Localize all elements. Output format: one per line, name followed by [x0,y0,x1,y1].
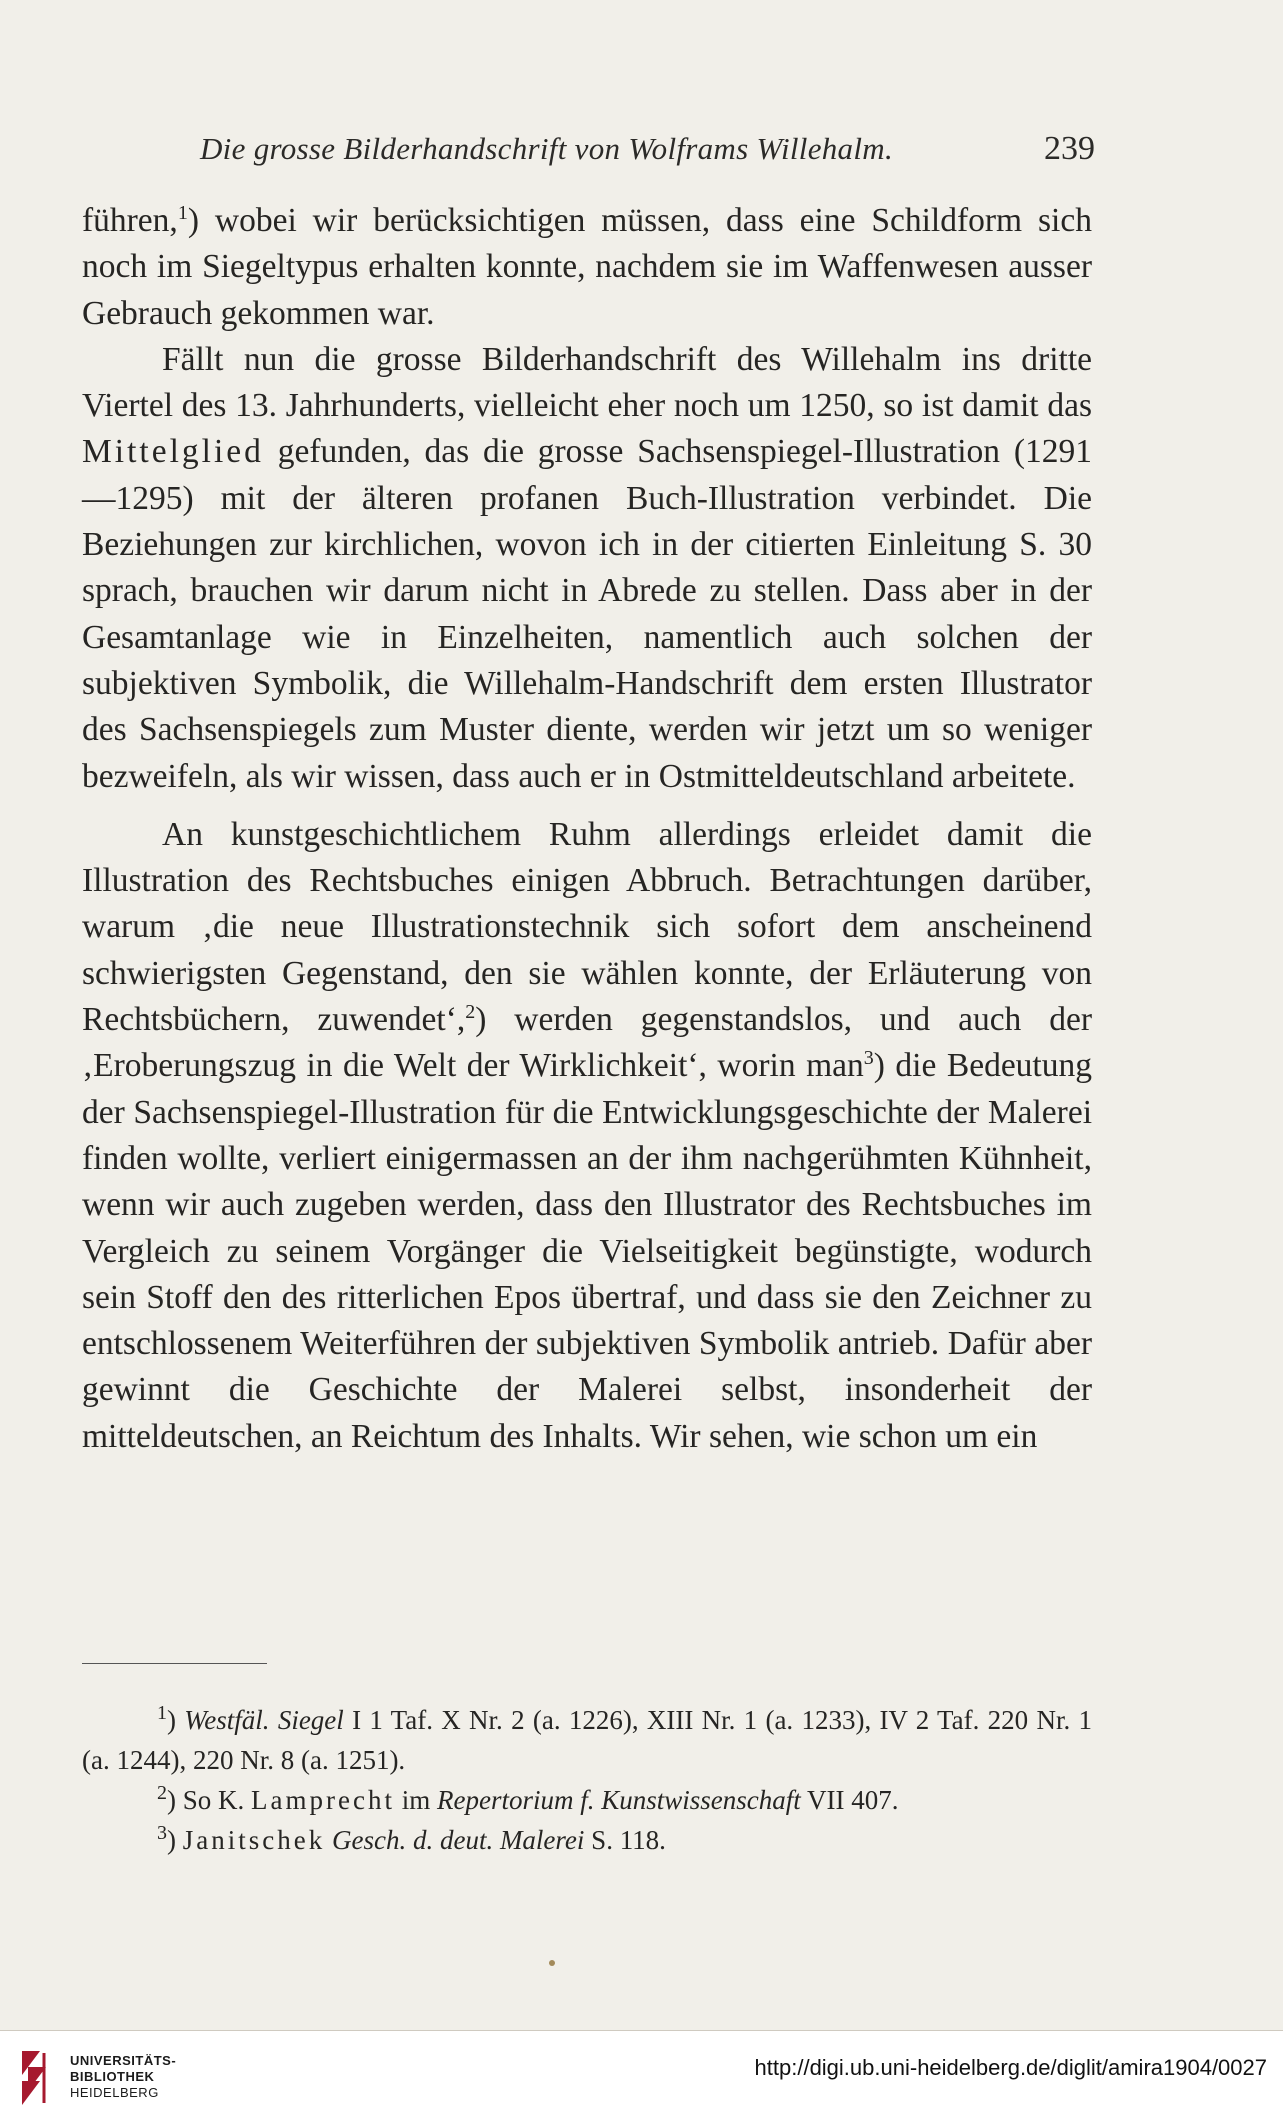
footnote-3-mid [325,1825,332,1855]
permalink-url[interactable]: http://digi.ub.uni-heidelberg.de/diglit/amira1904/0027 [754,2055,1267,2080]
footnote-3-title: Gesch. d. deut. Malerei [331,1825,585,1855]
footnote-2-author: Lamprecht [251,1785,395,1815]
page-number: 239 [1044,130,1095,167]
paragraph-1-text-b: ) wobei wir berücksichtigen müssen, dass eine Schildform sich noch im Siegeltypus erhalten konnte, nachdem sie im Waffenwesen ausser Gebrauch gekommen war. [82,202,1092,332]
footnote-1-title: Westfäl. Siegel [184,1705,344,1735]
library-line-1: UNIVERSITÄTS- [70,2053,177,2068]
footnote-2-mark: 2 [157,1782,167,1804]
library-name[interactable] [70,2053,176,2101]
body-text [82,198,1092,1460]
printer-mark [549,1960,555,1966]
ub-heidelberg-logo-icon[interactable] [14,2045,54,2109]
library-line-2: BIBLIOTHEK [70,2069,155,2084]
footnote-3-post: S. 118. [584,1825,666,1855]
viewer-footer [0,2030,1283,2123]
footnotes [82,1700,1092,1860]
paragraph-3-text-a: An kunstgeschichtlichem Ruhm allerdings erleidet damit die Illustration des Rechtsbuches einigen Abbruch. Betrachtungen darüber, warum ‚die neue Illustrationstechnik sich sofort dem anscheinend schwierigsten Gegenstand, den sie wählen konnte, der Erläuterung von Rechtsbüchern, zuwendet‘, [82,815,1092,1039]
footnote-1-text: I 1 Taf. X Nr. 2 (a. 1226), XIII Nr. 1 (a. 1233), IV 2 Taf. 220 Nr. 1 (a. 1244), 220 Nr. 8 (a. 1251). [82,1705,1092,1775]
footnote-3-author: Janitschek [182,1825,326,1855]
paragraph-2-text-b: gefunden, das die grosse Sachsenspiegel-Illustration (1291—1295) mit der älteren profanen Buch-Illustration verbindet. Die Beziehungen zur kirchlichen, wovon ich in der citierten Einleitung S. 30 sprach, brauchen wir darum nicht in Abrede zu stellen. Dass aber in der Gesamtanlage wie in Einzelheiten, namentlich auch solchen der subjektiven Symbolik, die Willehalm-Handschrift dem ersten Illustrator des Sachsenspiegels zum Muster diente, werden wir jetzt um so weniger bezweifeln, als wir wissen, dass auch er in Ostmitteldeutschland arbeitete. [82,433,1092,795]
footnote-1-mark: 1 [157,1702,167,1724]
footnote-2-pre: So K. [182,1785,252,1815]
footnote-ref-1[interactable]: 1 [177,201,188,224]
running-title: Die grosse Bilderhandschrift von Wolframs Willehalm. [200,131,893,166]
footnote-2-mid: im [394,1785,437,1815]
emphasis-spaced: Mittelglied [82,433,264,471]
paragraph-3-text-c: ) die Bedeutung der Sachsenspiegel-Illustration für die Entwicklungsgeschichte der Malerei finden wollte, verliert einigermassen an der ihm nachgerühmten Kühnheit, wenn wir auch zugeben werden, dass den Illustrator des Rechtsbuches im Vergleich zu seinem Vorgänger die Vielseitigkeit begünstigte, wodurch sein Stoff den des ritterlichen Epos übertraf, und dass sie den Zeichner zu entschlossenem Weiterführen der subjektiven Symbolik antrieb. Dafür aber gewinnt die Geschichte der Malerei selbst, insonderheit der mitteldeutschen, an Reichtum des Inhalts. Wir sehen, wie schon um ein [82,1047,1092,1455]
paragraph-2-text-a: Fällt nun die grosse Bilderhandschrift des Willehalm ins dritte Viertel des 13. Jahrhunderts, vielleicht eher noch um 1250, so ist damit das [82,340,1092,425]
footnote-2: $^2$) So K. Lamprecht im Repertorium f. Kunstwissenschaft VII 407. [157,1782,899,1815]
paragraph-2 [82,337,1092,800]
footnote-ref-3[interactable]: 3 [863,1047,874,1070]
paragraph-1 [82,198,1092,337]
paragraph-3 [82,812,1092,1460]
footnote-2-post: VII 407. [800,1785,899,1815]
library-line-3: HEIDELBERG [70,2085,159,2100]
footnote-3-mark: 3 [157,1822,167,1844]
paragraph-3-text-b: ) werden gegenstandslos, und auch der ‚Eroberungszug in die Welt der Wirklichkeit‘, worin man [82,1001,1092,1085]
footnote-rule [82,1663,267,1664]
footnote-ref-2[interactable]: 2 [465,1000,476,1023]
footnote-2-title: Repertorium f. Kunstwissenschaft [436,1785,801,1815]
footnote-3: $^3$) Janitschek Gesch. d. deut. Malerei S. 118. [157,1822,666,1855]
footnote-1: $^1$) Westfäl. Siegel I 1 Taf. X Nr. 2 (a. 1226), XIII Nr. 1 (a. 1233), IV 2 Taf. 220 Nr. 1 (a. 1244), 220 Nr. 8 (a. 1251). [82,1702,1092,1775]
paragraph-1-text-a: führen, [82,202,178,239]
page-header [200,130,1095,168]
